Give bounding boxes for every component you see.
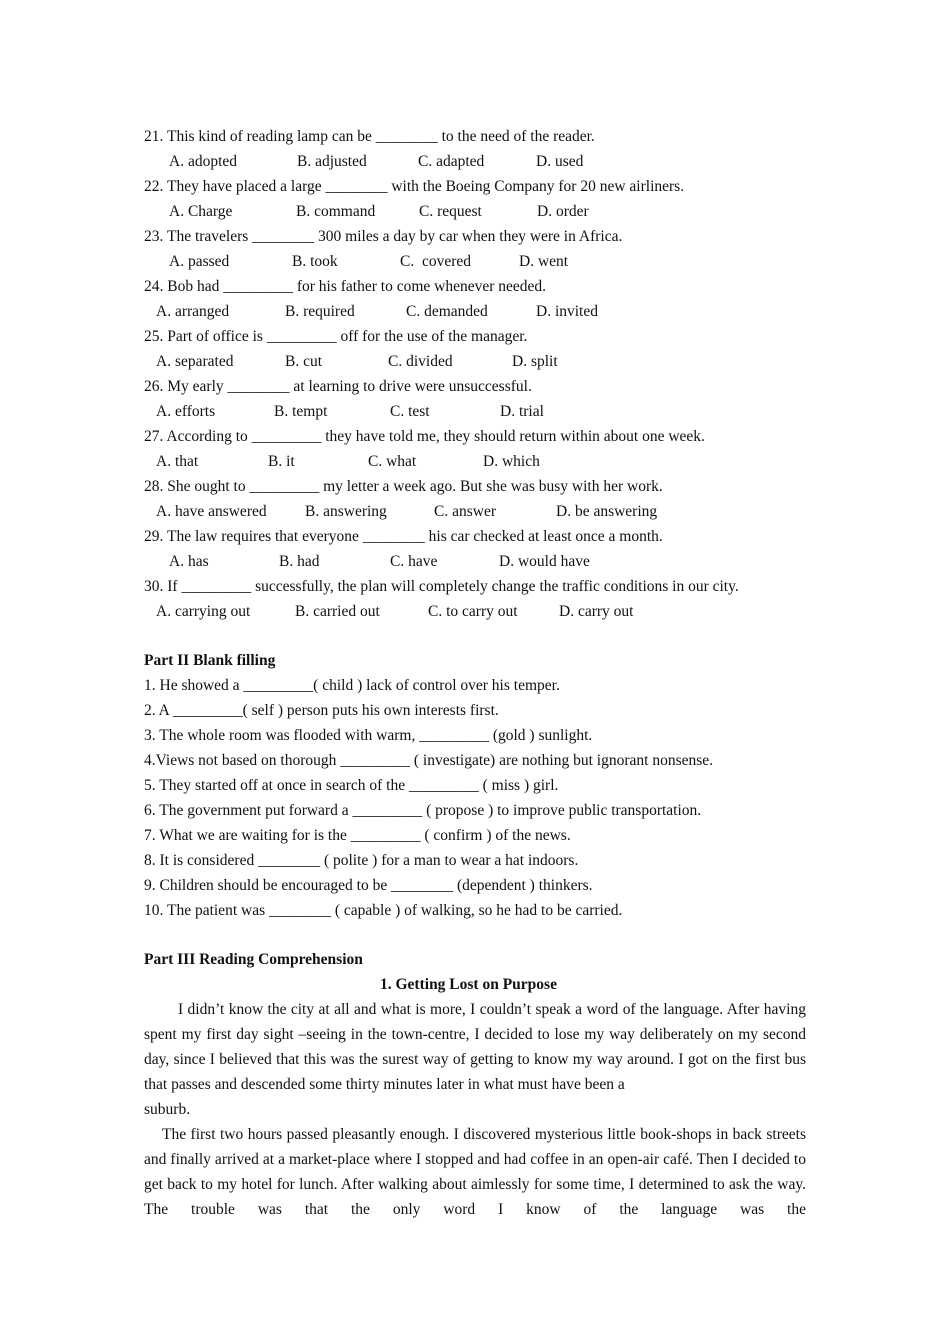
blank-item-2: 2. A _________( self ) person puts his own interests first. [144,702,499,719]
paragraph-1-body: I didn’t know the city at all and what is more, I couldn’t speak a word of the language. After having spent my first day sight –seeing in the town-centre, I decided to lose my way deliberately on my second day, since I believed that this was the surest way of getting to know my way around. I got on the first bus that passes and descended some thirty minutes later in what must have been a [144,1001,806,1093]
q24-option-d: D. invited [536,303,598,320]
question-27-stem: 27. According to _________ they have told me, they should return within about one week. [144,428,705,445]
question-25-stem: 25. Part of office is _________ off for the use of the manager. [144,328,528,345]
q24-option-c: C. demanded [406,303,488,320]
q27-option-b: B. it [268,453,295,470]
q26-option-c: C. test [390,403,430,420]
q27-option-c: C. what [368,453,417,470]
q29-option-c: C. have [390,553,438,570]
q30-option-b: B. carried out [295,603,380,620]
q28-option-b: B. answering [305,503,387,520]
q26-option-a: A. efforts [156,403,216,420]
question-28-stem: 28. She ought to _________ my letter a week ago. But she was busy with her work. [144,478,663,495]
paragraph-1-last-line: suburb. [144,1101,191,1118]
q28-option-a: A. have answered [156,503,267,520]
question-23-stem: 23. The travelers ________ 300 miles a day by car when they were in Africa. [144,228,623,245]
q22-option-d: D. order [537,203,589,220]
question-26-stem: 26. My early ________ at learning to drive were unsuccessful. [144,378,532,395]
blank-item-4: 4.Views not based on thorough _________ ( investigate) are nothing but ignorant nonsense. [144,752,714,769]
q22-option-c: C. request [419,203,482,220]
q23-option-c: C. covered [400,253,472,270]
q28-option-c: C. answer [434,503,496,520]
question-30-stem: 30. If _________ successfully, the plan will completely change the traffic conditions in our city. [144,578,739,595]
q22-option-b: B. command [296,203,376,220]
question-21-stem: 21. This kind of reading lamp can be ________ to the need of the reader. [144,128,595,145]
q23-option-d: D. went [519,253,569,270]
blank-item-10: 10. The patient was ________ ( capable ) of walking, so he had to be carried. [144,902,623,919]
q21-option-a: A. adopted [169,153,238,170]
question-24-stem: 24. Bob had _________ for his father to come whenever needed. [144,278,547,295]
q21-option-c: C. adapted [418,153,485,170]
blank-item-1: 1. He showed a _________( child ) lack of control over his temper. [144,677,560,694]
q30-option-d: D. carry out [559,603,634,620]
part3-heading: Part III Reading Comprehension [144,951,363,968]
q25-option-c: C. divided [388,353,453,370]
q30-option-c: C. to carry out [428,603,518,620]
blank-item-9: 9. Children should be encouraged to be ________ (dependent ) thinkers. [144,877,593,894]
q21-option-b: B. adjusted [297,153,367,170]
q24-option-a: A. arranged [156,303,230,320]
q21-option-d: D. used [536,153,584,170]
q28-option-d: D. be answering [556,503,658,520]
q26-option-b: B. tempt [274,403,328,420]
passage-title: 1. Getting Lost on Purpose [380,976,557,993]
part2-heading: Part II Blank filling [144,652,276,669]
question-29-stem: 29. The law requires that everyone ________ his car checked at least once a month. [144,528,663,545]
blank-item-8: 8. It is considered ________ ( polite ) for a man to wear a hat indoors. [144,852,579,869]
paragraph-2-body: The first two hours passed pleasantly enough. I discovered mysterious little book-shops in back streets and finally arrived at a market-place where I stopped and had coffee in an open-air café. Then I decided to get back to my hotel for lunch. After walking about aimlessly for some time, I determined to ask the way. The trouble was that the only word I know of the language was the [144,1126,806,1218]
q25-option-b: B. cut [285,353,323,370]
q29-option-a: A. has [169,553,209,570]
q23-option-a: A. passed [169,253,230,270]
q22-option-a: A. Charge [169,203,233,220]
passage-paragraph-1 [144,997,806,1097]
q23-option-b: B. took [292,253,338,270]
q30-option-a: A. carrying out [156,603,251,620]
blank-item-5: 5. They started off at once in search of the _________ ( miss ) girl. [144,777,559,794]
question-22-stem: 22. They have placed a large ________ with the Boeing Company for 20 new airliners. [144,178,685,195]
blank-item-6: 6. The government put forward a _________ ( propose ) to improve public transportation. [144,802,702,819]
q27-option-a: A. that [156,453,199,470]
q27-option-d: D. which [483,453,540,470]
q25-option-a: A. separated [156,353,234,370]
blank-item-7: 7. What we are waiting for is the _________ ( confirm ) of the news. [144,827,571,844]
q24-option-b: B. required [285,303,355,320]
q29-option-b: B. had [279,553,320,570]
passage-paragraph-2 [144,1122,806,1222]
blank-item-3: 3. The whole room was flooded with warm, _________ (gold ) sunlight. [144,727,593,744]
q29-option-d: D. would have [499,553,590,570]
q25-option-d: D. split [512,353,558,370]
q26-option-d: D. trial [500,403,544,420]
